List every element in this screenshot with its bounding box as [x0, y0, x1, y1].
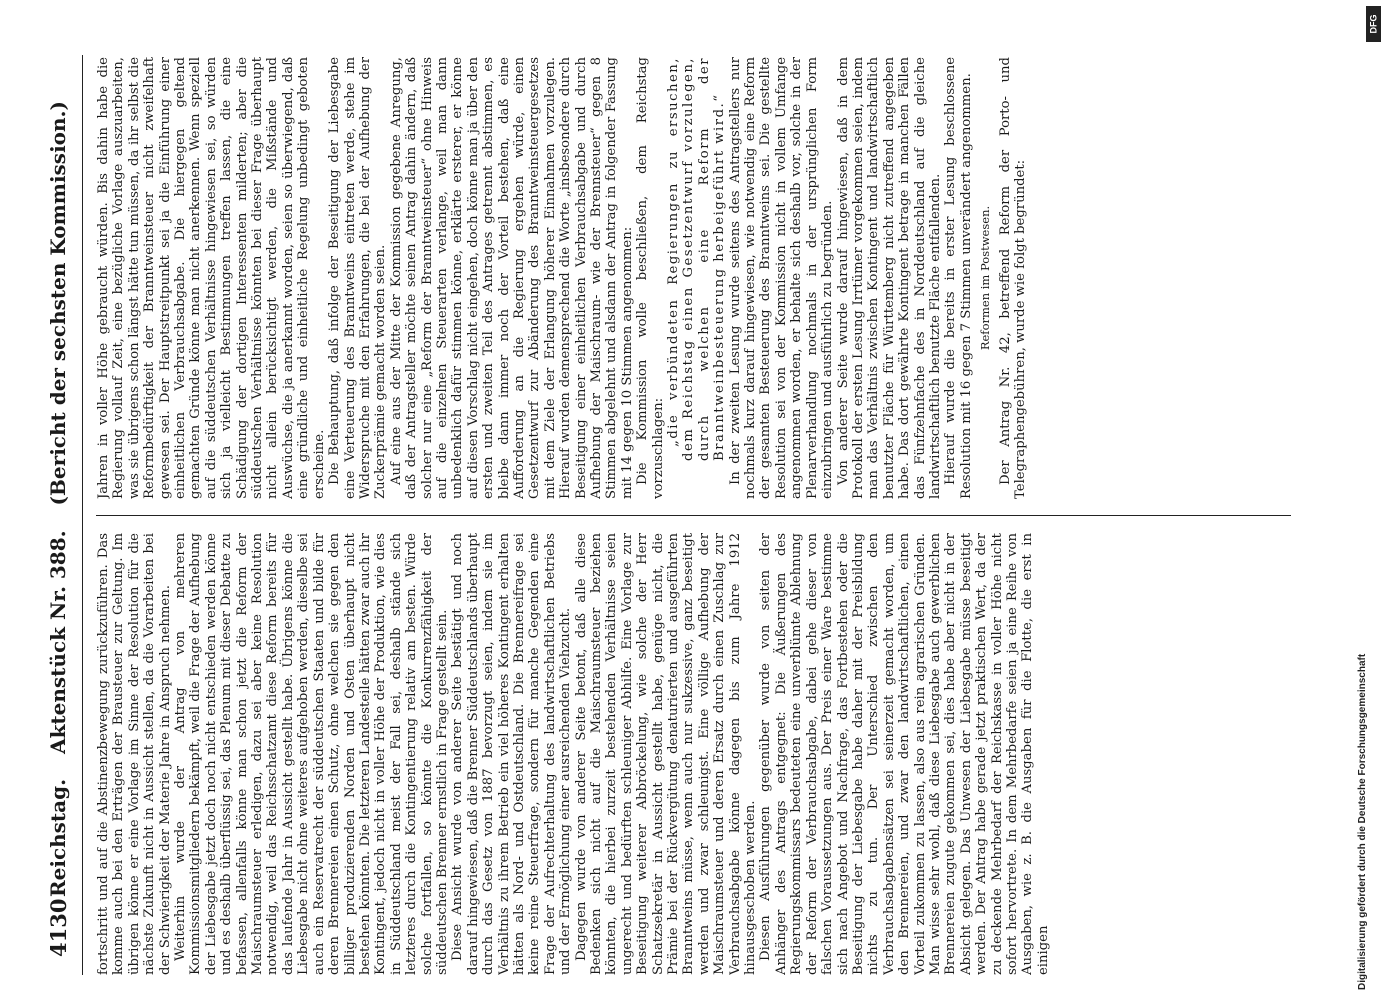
digitization-note: Digitalisierung gefördert durch die Deutsche Forschungsgemeinschaft — [1357, 653, 1368, 990]
paragraph: Diesen Ausführungen gegenüber wurde von seiten der Anhänger des Antrags entgegnet: Die Äußerungen des Regierungskommissars bedeuteten eine unverblümte Ablehnung der Reform der Verbrauchsabgabe, dabei gehe dieser von falschen Voraussetzungen aus. Der Preis einer Ware bestimme sich nach Angebot und Nachfrage, das Fortbestehen oder die Beseitigung der Liebesgabe habe daher mit der Preisbildung nichts zu tun. Der Unterschied zwischen den Verbrauchsabgabensätzen sei seinerzeit gemacht worden, um den Brennereien, und zwar den landwirtschaftlichen, einen Vorteil zukommen zu lassen, also aus rein agrarischen Gründen. Man wisse sehr wohl, daß diese Liebesgabe auch gewerblichen Brennereien zugute gekommen sei, dies habe aber nicht in der Absicht gelegen. Das Unwesen der Liebesgabe müsse beseitigt werden. Der Antrag habe gerade jetzt praktischen Wert, da der zu deckende Mehrbedarf der Reichskasse in voller Höhe nicht sofort hervortrete. In dem Mehrbedarfe seien ja eine Reihe von Ausgaben, wie z. B. die Ausgaben für die Flotte, die erst in einigen — [758, 533, 1051, 975]
running-title-center: Aktenstück Nr. 388. — [46, 530, 70, 754]
paragraph: Der Antrag Nr. 42, betreffend Reform der Porto- und Telegraphengebühren, wurde wie folgt begründet: — [997, 57, 1028, 499]
header-rule — [82, 55, 83, 975]
paragraph: Die Kommission wolle beschließen, dem Reichstag vorzuschlagen: — [635, 57, 666, 499]
paragraph: Die Behauptung, daß infolge der Beseitigung der Liebesgabe eine Verteuerung des Branntweins eintreten werde, stehe im Widerspruche mit den Erfahrungen, die bei der Aufhebung der Zuckerprämie gemacht worden seien. — [327, 57, 389, 499]
paragraph: Auf eine aus der Mitte der Kommission gegebene Anregung, daß der Antragsteller möchte seinen Antrag dahin ändern, daß solcher nur eine „Reform der Branntweinsteuer“ ohne Hinweis auf die einzelnen Steuerarten verlange, weil man dann unbedenklich dafür stimmen könne, erklärte ersterer, er könne auf diesen Vorschlag nicht eingehen, doch könne man ja über den ersten und zweiten Teil des Antrages getrennt abstimmen, es bleibe dann immer noch der Vorteil bestehen, daß eine Aufforderung an die Regierung ergehen würde, einen Gesetzentwurf zur Abänderung des Branntweinsteuergesetzes mit dem Ziele der Erlangung höherer Einnahmen vorzulegen. Hierauf wurden demensprechend die Worte „insbesondere durch Beseitigung einer einheitlichen Verbrauchsabgabe und durch Aufhebung der Maischraum- wie der Brennsteuer“ gegen 8 Stimmen abgelehnt und alsdann der Antrag in folgender Fassung mit 14 gegen 10 Stimmen angenommen: — [388, 57, 635, 499]
paragraph: Jahren in voller Höhe gebraucht würden. Bis dahin habe die Regierung vollauf Zeit, eine bezügliche Vorlage auszuarbeiten, was sie übrigens schon längst hätte tun müssen, da ihr selbst die Reformbedürftigkeit der Branntweinsteuer nicht zweifelhaft gewesen sei. Der Hauptstreitpunkt sei ja die Einführung einer einheitlichen Verbrauchsabgabe. Die hiergegen geltend gemachten Gründe könne man nicht anerkennen. Wenn speziell auf die süddeutschen Verhältnisse hingewiesen sei, so würden sich ja vielleicht Bestimmungen treffen lassen, die eine Schädigung der dortigen Interessenten milderten; aber die süddeutschen Verhältnisse könnten bei dieser Frage überhaupt nicht allein berücksichtigt werden, die Mißstände und Auswüchse, die ja anerkannt worden, seien so überwiegend, daß eine gründliche und einheitliche Regelung unbedingt geboten erscheine. — [96, 57, 327, 499]
paragraph: fortschritt und auf die Abstinenzbewegung zurückzuführen. Das komme auch bei den Erträgen der Brausteuer zur Geltung. Im übrigen könne er eine Vorlage im Sinne der Resolution für die nächste Zukunft nicht in Aussicht stellen, da die Vorarbeiten bei der Schwierigkeit der Materie Jahre in Anspruch nehmen. — [96, 533, 173, 975]
right-column — [96, 57, 1291, 499]
paragraph: Von anderer Seite wurde darauf hingewiesen, daß in dem Protokoll der ersten Lesung Irrtümer vorgekommen seien, indem man das Verhältnis zwischen Kontingent und landwirtschaftlich benutzter Fläche für Württemberg nicht zutreffend angegeben habe. Das dort gewährte Kontingent betrage in manchen Fällen das Fünfzehnfache des in Norddeutschland auf die gleiche landwirtschaftlich benutzte Fläche entfallenden. — [835, 57, 943, 499]
column-divider — [96, 515, 1291, 516]
dfg-logo-text: DFG — [1368, 14, 1379, 34]
running-title-right: (Bericht der sechsten Kommission.) — [46, 101, 70, 506]
section-heading: Reformen im Postwesen. — [978, 205, 993, 351]
resolution-quote: „die verbündeten Regierungen zu ersuchen, dem Reichstag einen Gesetzentwurf vorzulegen, durch welchen eine Reform der Branntweinbesteuerung herbeigeführt wird.“ — [666, 57, 728, 461]
dfg-logo — [1366, 6, 1381, 42]
running-title — [46, 83, 70, 897]
paragraph: In der zweiten Lesung wurde seitens des Antragstellers nur nochmals kurz darauf hingewiesen, wie notwendig eine Reform der gesamten Besteuerung des Branntweins sei. Die gestellte Resolution sei von der Kommission nicht in vollem Umfange angenommen worden, er behalte sich deshalb vor, solche in der Plenarverhandlung nochmals in der ursprünglichen Form einzubringen und ausführlich zu begründen. — [727, 57, 836, 499]
left-column — [96, 533, 1291, 975]
paragraph: Weiterhin wurde der Antrag von mehreren Kommissionsmitgliedern bekämpft, weil die Frage der Aufhebung der Liebesgabe jetzt doch noch nicht entschieden werden könne und es deshalb überflüssig sei, das Plenum mit dieser Debatte zu befassen, allenfalls könne man schon jetzt die Reform der Maischraumsteuer erledigen, dazu sei aber keine Resolution notwendig, weil das Reichsschatzamt diese Reform bereits für das laufende Jahr in Aussicht gestellt habe. Übrigens könne die Liebesgabe nicht ohne weiteres aufgehoben werden, dieselbe sei auch ein Reservatrecht der süddeutschen Staaten und bilde für deren Brennereien einen Schutz, ohne welchen sie gegen den billiger produzierenden Norden und Osten überhaupt nicht bestehen könnten. Die letzteren Landesteile hätten zwar auch ihr Kontingent, jedoch nicht in voller Höhe der Produktion, wie dies in Süddeutschland meist der Fall sei, deshalb stände sich letzteres durch die Kontingentierung relativ am besten. Würde solche fortfallen, so könnte die Konkurrenzfähigkeit der süddeutschen Brenner ernstlich in Frage gestellt sein. — [173, 533, 450, 975]
paragraph: Dagegen wurde von anderer Seite betont, daß alle diese Bedenken sich nicht auf die Maischraumsteuer beziehen könnten, die hierbei zurzeit bestehenden Verhältnisse seien ungerecht und bedürften schleuniger Abhilfe. Eine Vorlage zur Beseitigung weiterer Abbröckelung, wie solche der Herr Schatzsekretär in Aussicht gestellt habe, genüge nicht, die Prämie bei der Rückvergütung denaturierten und ausgeführten Branntweins müsse, wenn auch nur sukzessive, ganz beseitigt werden und zwar schleunigst. Eine völlige Aufhebung der Maischraumsteuer und deren Ersatz durch einen Zuschlag zur Verbrauchsabgabe könne dagegen bis zum Jahre 1912 hinausgeschoben werden. — [573, 533, 759, 975]
page-header — [40, 55, 82, 975]
paragraph: Diese Ansicht wurde von anderer Seite bestätigt und noch darauf hingewiesen, daß die Brenner Süddeutschlands überhaupt durch das Gesetz von 1887 bevorzugt seien, indem sie im Verhältnis zu ihrem Betrieb ein viel höheres Kontingent erhalten hätten als Nord- und Ostdeutschland. Die Brennereifrage sei keine reine Steuerfrage, sondern für manche Gegenden eine Frage der Aufrechterhaltung des landwirtschaftlichen Betriebs und der Ermöglichung einer ausreichenden Viehzucht. — [450, 533, 574, 975]
paragraph: Hierauf wurde die bereits in erster Lesung beschlossene Resolution mit 16 gegen 7 Stimmen unverändert angenommen. — [943, 57, 974, 499]
running-title-left: Reichstag. — [46, 778, 70, 897]
document-page — [40, 55, 1305, 975]
page-number: 4130 — [46, 898, 71, 957]
